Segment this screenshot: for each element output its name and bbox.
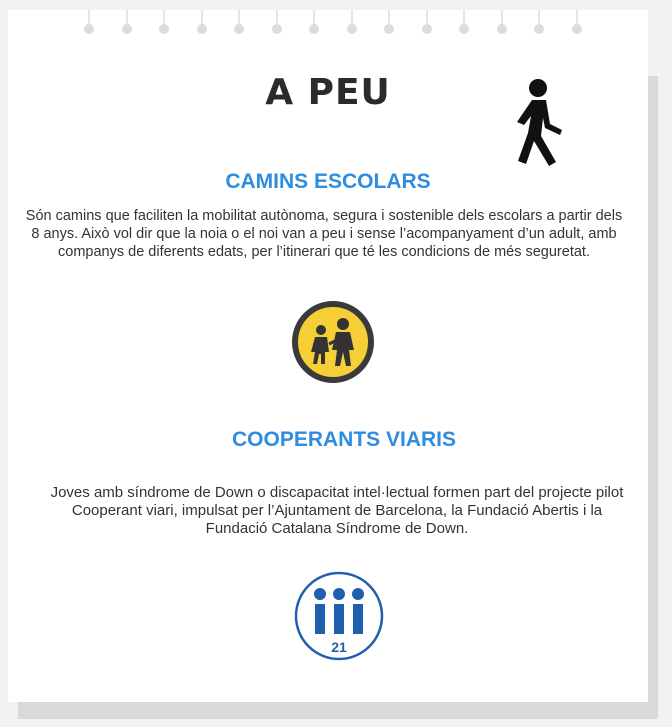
school-children-sign-icon (291, 300, 375, 384)
binder-hole (534, 24, 544, 34)
section-heading-camins: CAMINS ESCOLARS (225, 170, 431, 193)
binder-hole (272, 24, 282, 34)
binder-hole (347, 24, 357, 34)
info-card (8, 10, 648, 702)
binder-hole (497, 24, 507, 34)
binder-hole (159, 24, 169, 34)
binder-hole (84, 24, 94, 34)
binder-hole (572, 24, 582, 34)
logo-number: 21 (331, 639, 347, 655)
binder-hole (459, 24, 469, 34)
binder-hole (384, 24, 394, 34)
section-text-cooperants: Joves amb síndrome de Down o discapacitat intel·lectual formen part del projecte pilot Cooperant viari, impulsat per l’Ajuntament de Barcelona, la Fundació Abertis i la Fundació Catalana Síndrome de Down. (50, 484, 624, 537)
section-heading-cooperants: COOPERANTS VIARIS (231, 428, 457, 451)
binder-hole (197, 24, 207, 34)
binder-holes (8, 10, 648, 44)
section-text-camins: Són camins que faciliten la mobilitat autònoma, segura i sostenible dels escolars a partir dels 8 anys. Això vol dir que la noia o el noi van a peu i sense l’acompanyament d’un adult, amb companys de diferents edats, per l’itinerari que té les condicions de més seguretat. (25, 208, 623, 260)
pedestrian-walking-icon (506, 78, 568, 168)
down-syndrome-foundation-logo (293, 570, 385, 662)
binder-hole (234, 24, 244, 34)
page-title: A PEU (265, 72, 391, 113)
binder-hole (309, 24, 319, 34)
binder-hole (422, 24, 432, 34)
binder-hole (122, 24, 132, 34)
